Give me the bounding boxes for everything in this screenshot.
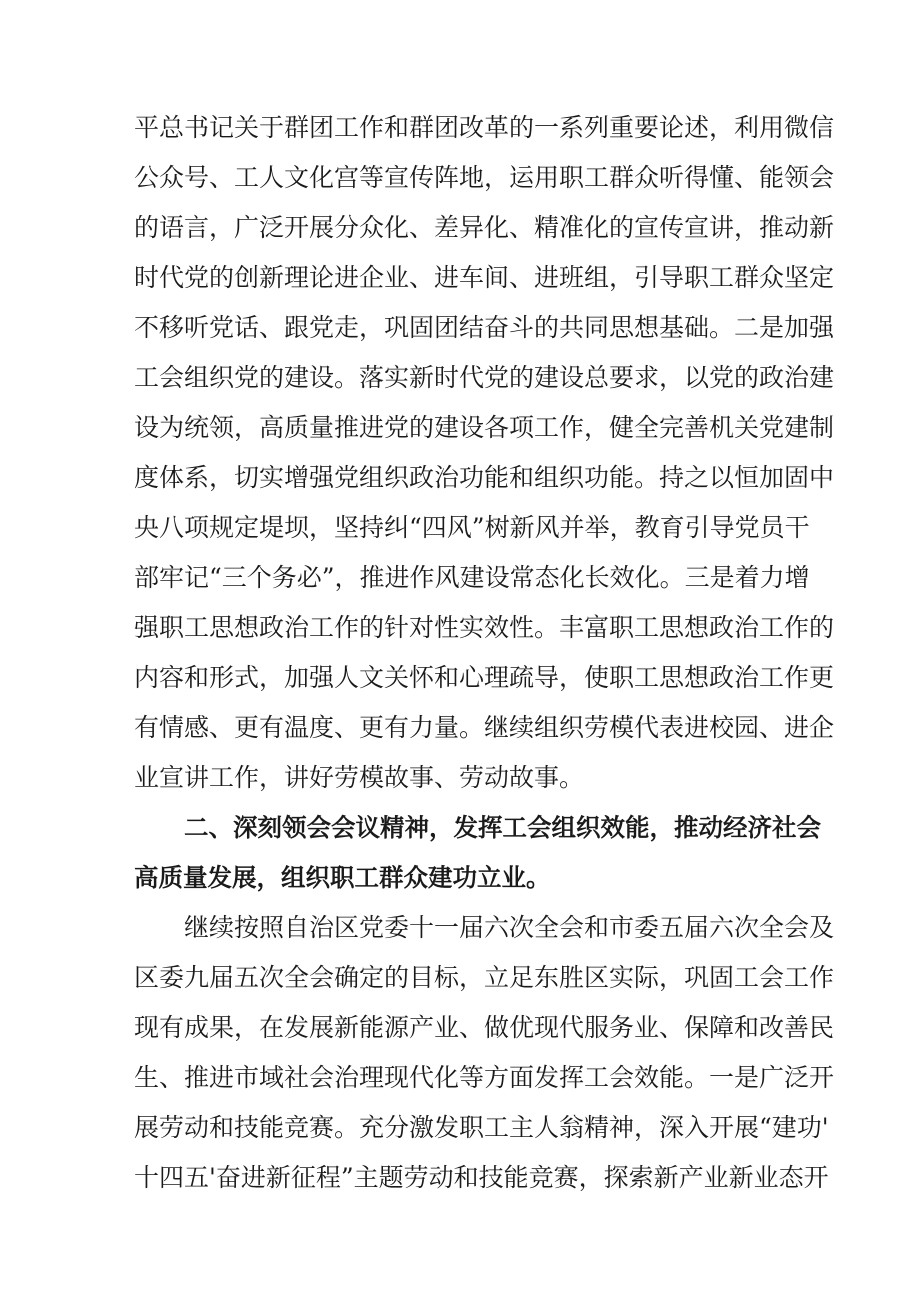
body-text-line: 时代党的创新理论进企业、进车间、进班组，引导职工群众坚定 bbox=[134, 263, 835, 292]
section-heading-line: 二、深刻领会会议精神，发挥工会组织效能，推动经济社会 bbox=[184, 813, 821, 842]
body-text-line: 区委九届五次全会确定的目标，立足东胜区实际，巩固工会工作 bbox=[134, 963, 835, 992]
body-text-line: 业宣讲工作，讲好劳模故事、劳动故事。 bbox=[134, 763, 585, 792]
body-text-line: 平总书记关于群团工作和群团改革的一系列重要论述，利用微信 bbox=[134, 113, 835, 142]
body-text-line: 有情感、更有温度、更有力量。继续组织劳模代表进校园、进企 bbox=[134, 713, 835, 742]
body-text-line: 现有成果，在发展新能源产业、做优现代服务业、保障和改善民 bbox=[134, 1013, 835, 1042]
body-text-line: 内容和形式，加强人文关怀和心理疏导，使职工思想政治工作更 bbox=[134, 663, 835, 692]
body-text-line: 生、推进市域社会治理现代化等方面发挥工会效能。一是广泛开 bbox=[134, 1063, 835, 1092]
body-text-line: 部牢记“三个务必”，推进作风建设常态化长效化。三是着力增 bbox=[134, 563, 810, 592]
body-text-line: 设为统领，高质量推进党的建设各项工作，健全完善机关党建制 bbox=[134, 413, 835, 442]
body-text-line: 展劳动和技能竞赛。充分激发职工主人翁精神，深入开展“建功' bbox=[134, 1113, 829, 1142]
body-text-line: 十四五'奋进新征程”主题劳动和技能竞赛，探索新产业新业态开 bbox=[134, 1163, 829, 1192]
body-text-line: 不移听党话、跟党走，巩固团结奋斗的共同思想基础。二是加强 bbox=[134, 313, 835, 342]
section-heading-line: 高质量发展，组织职工群众建功立业。 bbox=[134, 863, 551, 892]
body-text-line: 的语言，广泛开展分众化、差异化、精准化的宣传宣讲，推动新 bbox=[134, 213, 835, 242]
body-text-line: 继续按照自治区党委十一届六次全会和市委五届六次全会及 bbox=[184, 913, 835, 942]
body-text-line: 度体系，切实增强党组织政治功能和组织功能。持之以恒加固中 bbox=[134, 463, 835, 492]
body-text-line: 工会组织党的建设。落实新时代党的建设总要求，以党的政治建 bbox=[134, 363, 835, 392]
body-text-line: 央八项规定堤坝，坚持纠“四风”树新风并举，教育引导党员干 bbox=[134, 513, 810, 542]
body-text-line: 强职工思想政治工作的针对性实效性。丰富职工思想政治工作的 bbox=[134, 613, 835, 642]
body-text-line: 公众号、工人文化宫等宣传阵地，运用职工群众听得懂、能领会 bbox=[134, 163, 835, 192]
